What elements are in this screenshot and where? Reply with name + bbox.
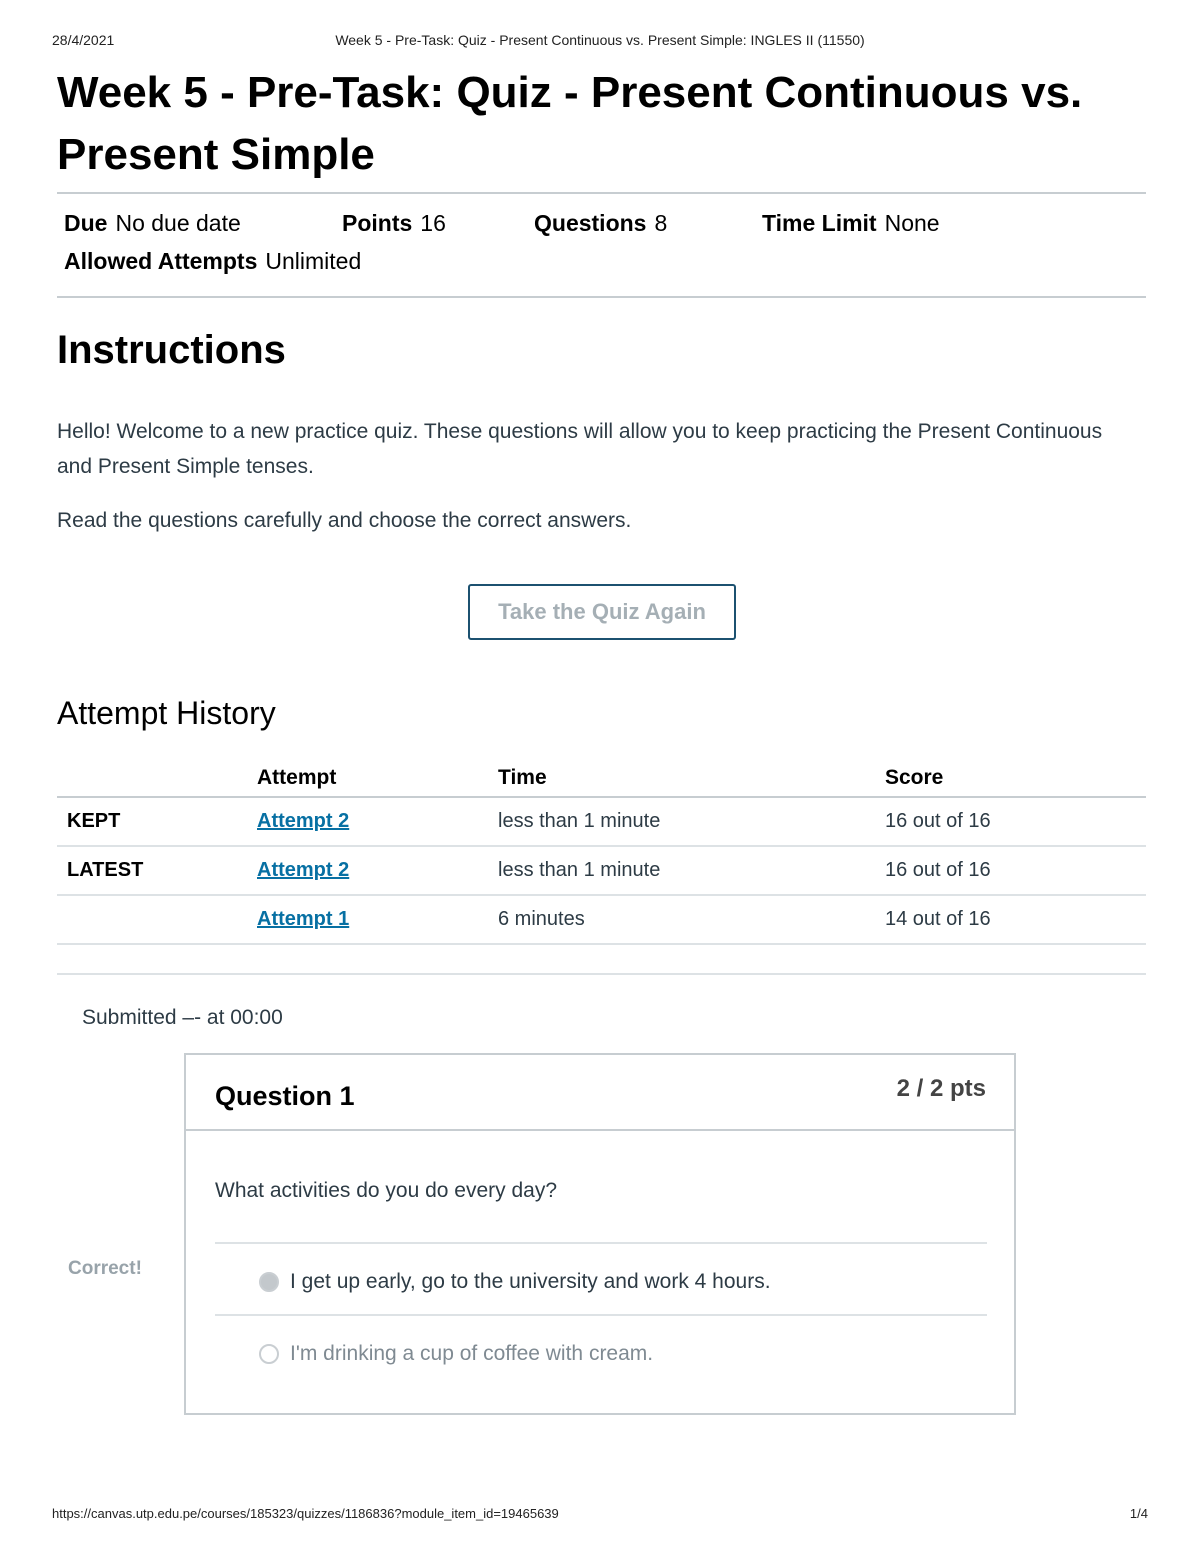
- instructions-heading: Instructions: [57, 328, 286, 372]
- attempt-tag: KEPT: [57, 797, 247, 846]
- answer-divider: [215, 1242, 987, 1244]
- table-row: [57, 797, 1146, 846]
- allowed-attempts-value: Unlimited: [265, 248, 362, 274]
- attempt-score: 14 out of 16: [875, 895, 1146, 944]
- table-row: [57, 846, 1146, 895]
- attempt-history-table: [57, 760, 1146, 945]
- divider: [57, 973, 1146, 975]
- attempt-time: less than 1 minute: [488, 797, 875, 846]
- column-header-score: Score: [875, 760, 1146, 797]
- print-header: [52, 32, 1148, 52]
- column-header: [57, 760, 247, 797]
- attempt-link[interactable]: Attempt 2: [257, 810, 350, 832]
- attempt-history-heading: Attempt History: [57, 695, 276, 731]
- correct-answer-label: [68, 1258, 142, 1280]
- attempt-tag: [57, 895, 247, 944]
- answer-text: I'm drinking a cup of coffee with cream.: [290, 1342, 654, 1365]
- page-title: Week 5 - Pre-Task: Quiz - Present Continuous vs. Present Simple: [57, 68, 1083, 179]
- questions-value: 8: [654, 210, 668, 236]
- time-limit-value: None: [884, 210, 940, 236]
- print-url: https://canvas.utp.edu.pe/courses/185323/quizzes/1186836?module_item_id=19465639: [52, 1506, 559, 1521]
- allowed-attempts-label: Allowed Attempts: [64, 248, 258, 274]
- submission-timestamp: Submitted –- at 00:00: [82, 1006, 283, 1029]
- take-quiz-again-button[interactable]: Take the Quiz Again: [468, 584, 736, 640]
- print-date: 28/4/2021: [52, 32, 115, 48]
- instructions-paragraph: Read the questions carefully and choose the correct answers.: [57, 509, 632, 532]
- points-label: Points: [342, 210, 413, 236]
- question-text: What activities do you do every day?: [215, 1179, 558, 1202]
- due-label: Due: [64, 210, 108, 236]
- attempt-score: 16 out of 16: [875, 846, 1146, 895]
- column-header-time: Time: [488, 760, 875, 797]
- due-value: No due date: [115, 210, 241, 236]
- table-header-row: [57, 760, 1146, 797]
- instructions-paragraph: Hello! Welcome to a new practice quiz. These questions will allow you to keep practicing the Present Continuous and Present Simple tenses.: [57, 420, 1103, 478]
- radio-unselected-icon[interactable]: [259, 1344, 279, 1364]
- points-value: 16: [420, 210, 446, 236]
- attempt-link[interactable]: Attempt 1: [257, 908, 350, 930]
- time-limit-label: Time Limit: [762, 210, 877, 236]
- quiz-details: [64, 210, 1144, 286]
- question-title: Question 1: [215, 1081, 355, 1111]
- table-row: [57, 895, 1146, 944]
- questions-detail: [534, 210, 667, 237]
- allowed-attempts-detail: [64, 248, 361, 275]
- points-detail: [342, 210, 446, 237]
- question-header: [186, 1055, 1014, 1131]
- attempt-score: 16 out of 16: [875, 797, 1146, 846]
- attempt-time: 6 minutes: [488, 895, 875, 944]
- correct-answer-text: Correct!: [68, 1258, 142, 1279]
- column-header-attempt: Attempt: [247, 760, 488, 797]
- time-limit-detail: [762, 210, 940, 237]
- print-page-number: 1/4: [1129, 1506, 1148, 1521]
- question-points: 2 / 2 pts: [896, 1075, 986, 1102]
- print-document-title: Week 5 - Pre-Task: Quiz - Present Continuous vs. Present Simple: INGLES II (11550): [335, 32, 865, 48]
- attempt-tag: LATEST: [57, 846, 247, 895]
- attempt-time: less than 1 minute: [488, 846, 875, 895]
- print-footer: [52, 1506, 1148, 1526]
- divider: [57, 192, 1146, 194]
- questions-label: Questions: [534, 210, 647, 236]
- divider: [57, 296, 1146, 298]
- question-card: [184, 1053, 1016, 1415]
- answer-text: I get up early, go to the university and work 4 hours.: [290, 1270, 771, 1293]
- radio-selected-icon[interactable]: [259, 1272, 279, 1292]
- attempt-link[interactable]: Attempt 2: [257, 859, 350, 881]
- answer-divider: [215, 1314, 987, 1316]
- due-detail: [64, 210, 241, 237]
